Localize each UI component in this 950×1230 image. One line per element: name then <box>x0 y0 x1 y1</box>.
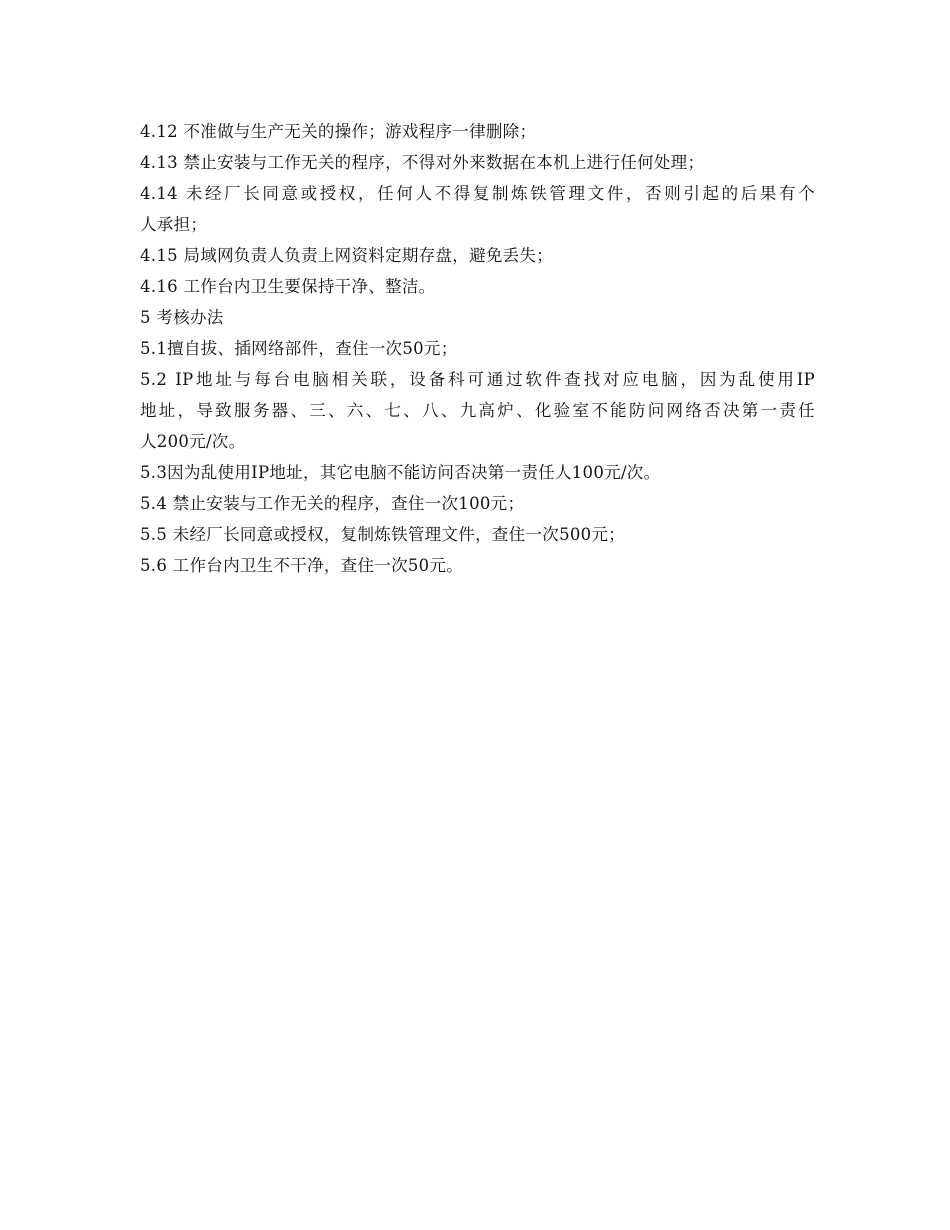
text-line: 5.3因为乱使用IP地址，其它电脑不能访问否决第一责任人100元/次。 <box>140 463 661 482</box>
text-line: 5 考核办法 <box>140 308 224 327</box>
clause-5-1 <box>140 333 815 364</box>
clause-5-3 <box>140 457 815 488</box>
text-line: 5.5 未经厂长同意或授权，复制炼铁管理文件，查住一次500元； <box>140 525 626 544</box>
document-body <box>140 116 815 581</box>
text-line: 5.4 禁止安装与工作无关的程序，查住一次100元； <box>140 494 525 513</box>
clause-4-14 <box>140 178 815 240</box>
text-line: 5.2 IP地址与每台电脑相关联，设备科可通过软件查找对应电脑，因为乱使用IP <box>140 370 815 389</box>
clause-4-13 <box>140 147 815 178</box>
clause-5-2 <box>140 364 815 457</box>
text-line: 人承担； <box>140 215 208 234</box>
clause-5-4 <box>140 488 815 519</box>
section-5-heading <box>140 302 815 333</box>
text-line: 5.1擅自拔、插网络部件，查住一次50元； <box>140 339 458 358</box>
clause-4-12 <box>140 116 815 147</box>
clause-5-5 <box>140 519 815 550</box>
text-line: 4.13 禁止安装与工作无关的程序，不得对外来数据在本机上进行任何处理； <box>140 153 705 172</box>
text-line: 地址，导致服务器、三、六、七、八、九高炉、化验室不能防问网络否决第一责任 <box>140 401 815 420</box>
text-line: 4.15 局域网负责人负责上网资料定期存盘，避免丢失； <box>140 246 554 265</box>
text-line: 4.12 不准做与生产无关的操作；游戏程序一律删除； <box>140 122 537 141</box>
text-line: 人200元/次。 <box>140 432 246 451</box>
clause-4-16 <box>140 271 815 302</box>
text-line: 4.16 工作台内卫生要保持干净、整洁。 <box>140 277 436 296</box>
clause-5-6 <box>140 550 815 581</box>
clause-4-15 <box>140 240 815 271</box>
text-line: 4.14 未经厂长同意或授权，任何人不得复制炼铁管理文件，否则引起的后果有个 <box>140 184 815 203</box>
text-line: 5.6 工作台内卫生不干净，查住一次50元。 <box>140 556 464 575</box>
